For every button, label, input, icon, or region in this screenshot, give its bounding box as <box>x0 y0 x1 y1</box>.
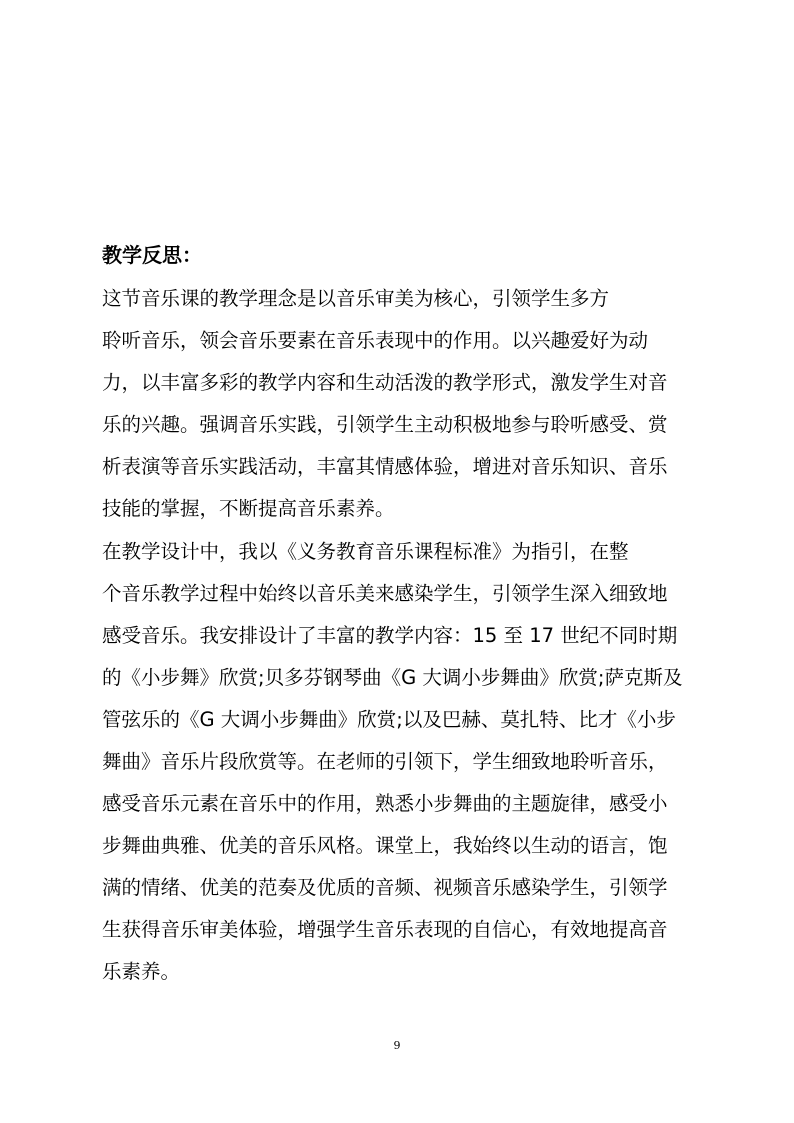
paragraph-line: 聆听音乐，领会音乐要素在音乐表现中的作用。以兴趣爱好为动 <box>102 329 649 352</box>
paragraph-line: 感受音乐。我安排设计了丰富的教学内容：15 至 17 世纪不同时期 <box>102 624 678 647</box>
paragraph-line: 生获得音乐审美体验，增强学生音乐表现的自信心，有效地提高音 <box>102 918 668 941</box>
paragraph-line: 舞曲》音乐片段欣赏等。在老师的引领下，学生细致地聆听音乐， <box>102 750 668 773</box>
section-heading: 教学反思： <box>102 243 202 267</box>
paragraph-line: 满的情绪、优美的范奏及优质的音频、视频音乐感染学生，引领学 <box>102 876 668 899</box>
paragraph-line: 技能的掌握，不断提高音乐素养。 <box>102 497 395 520</box>
paragraph-line: 感受音乐元素在音乐中的作用，熟悉小步舞曲的主题旋律，感受小 <box>102 792 668 815</box>
page-number: 9 <box>393 1039 401 1052</box>
paragraph-line: 个音乐教学过程中始终以音乐美来感染学生，引领学生深入细致地 <box>102 582 668 605</box>
paragraph-line: 这节音乐课的教学理念是以音乐审美为核心，引领学生多方 <box>102 287 610 310</box>
paragraph-line: 步舞曲典雅、优美的音乐风格。课堂上，我始终以生动的语言，饱 <box>102 834 668 857</box>
paragraph-line: 的《小步舞》欣赏;贝多芬钢琴曲《G 大调小步舞曲》欣赏;萨克斯及 <box>102 666 683 689</box>
paragraph-line: 力，以丰富多彩的教学内容和生动活泼的教学形式，激发学生对音 <box>102 371 668 394</box>
paragraph-line: 乐的兴趣。强调音乐实践，引领学生主动积极地参与聆听感受、赏 <box>102 413 668 436</box>
paragraph-line: 乐素养。 <box>102 960 181 983</box>
paragraph-line: 在教学设计中，我以《义务教育音乐课程标准》为指引，在整 <box>102 540 629 563</box>
paragraph-line: 析表演等音乐实践活动，丰富其情感体验，增进对音乐知识、音乐 <box>102 455 668 478</box>
paragraph-line: 管弦乐的《G 大调小步舞曲》欣赏;以及巴赫、莫扎特、比才《小步 <box>102 708 676 731</box>
